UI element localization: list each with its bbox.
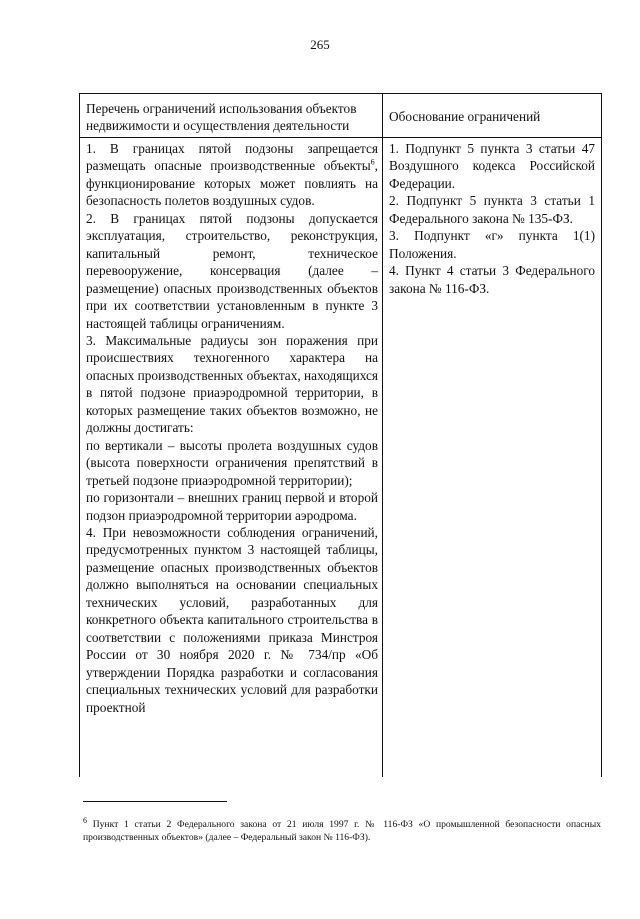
header-justification: Обоснование ограничений (389, 109, 541, 124)
justification-cell (389, 140, 595, 297)
footnote-ref: 6 (370, 158, 375, 168)
restrictions-table (79, 93, 602, 777)
column-divider (382, 94, 383, 777)
footnote-marker: 6 (83, 815, 87, 825)
footnote-separator (83, 801, 227, 802)
restriction-item-3: 3. Максимальные радиусы зон поражения при происшествиях техногенного характера на опасных производственных объектах, находящихся в пятой подзоне приаэродромной территории, в которых размещение таких объектов возможно, не должны достигать: (86, 332, 378, 436)
footnote-text: Пункт 1 статьи 2 Федерального закона от 21 июля 1997 г. № 116-ФЗ «О промышленной безопасности опасных производственных объектов» (далее – Федеральный закон № 116-ФЗ). (83, 819, 601, 843)
restriction-item-3-vertical: по вертикали – высоты пролета воздушных судов (высота поверхности ограничения препятствий в третьей подзоне приаэродромной территории); (86, 437, 378, 488)
header-divider (80, 137, 601, 138)
restrictions-cell (86, 140, 378, 716)
justification-item-4: 4. Пункт 4 статьи 3 Федерального закона № 116-ФЗ. (389, 263, 595, 296)
header-restrictions-list: Перечень ограничений использования объектов недвижимости и осуществления деятельности (86, 101, 357, 133)
footnote (83, 815, 601, 844)
restriction-item-1: 1. В границах пятой подзоны запрещается размещать опасные производственные объекты$^6$, функционирование которых может повлиять на безопасность полетов воздушных судов. (86, 141, 378, 209)
justification-item-2: 2. Подпункт 5 пункта 3 статьи 1 Федерального закона № 135-ФЗ. (389, 193, 595, 226)
justification-item-3: 3. Подпункт «г» пункта 1(1) Положения. (389, 228, 595, 261)
restriction-item-3-horizontal: по горизонтали – внешних границ первой и второй подзон приаэродромной территории аэродрома. (86, 490, 378, 523)
page-number: 265 (310, 37, 330, 52)
restriction-item-2: 2. В границах пятой подзоны допускается эксплуатация, строительство, реконструкция, капитальный ремонт, техническое перевооружение, консервация (далее – размещение) опасных производственных объектов при их соответствии установленным в пункте 3 настоящей таблицы ограничениям. (86, 210, 378, 331)
justification-item-1: 1. Подпункт 5 пункта 3 статьи 47 Воздушного кодекса Российской Федерации. (389, 141, 595, 191)
restriction-item-4: 4. При невозможности соблюдения ограничений, предусмотренных пунктом 3 настоящей таблицы, размещение опасных производственных объектов должно выполняться на основании специальных технических условий, разработанных для конкретного объекта капитального строительства в соответствии с положениями приказа Минстроя России от 30 ноября 2020 г. № 734/пр «Об утверждении Порядка разработки и согласования специальных технических условий для разработки проектной (86, 524, 378, 715)
